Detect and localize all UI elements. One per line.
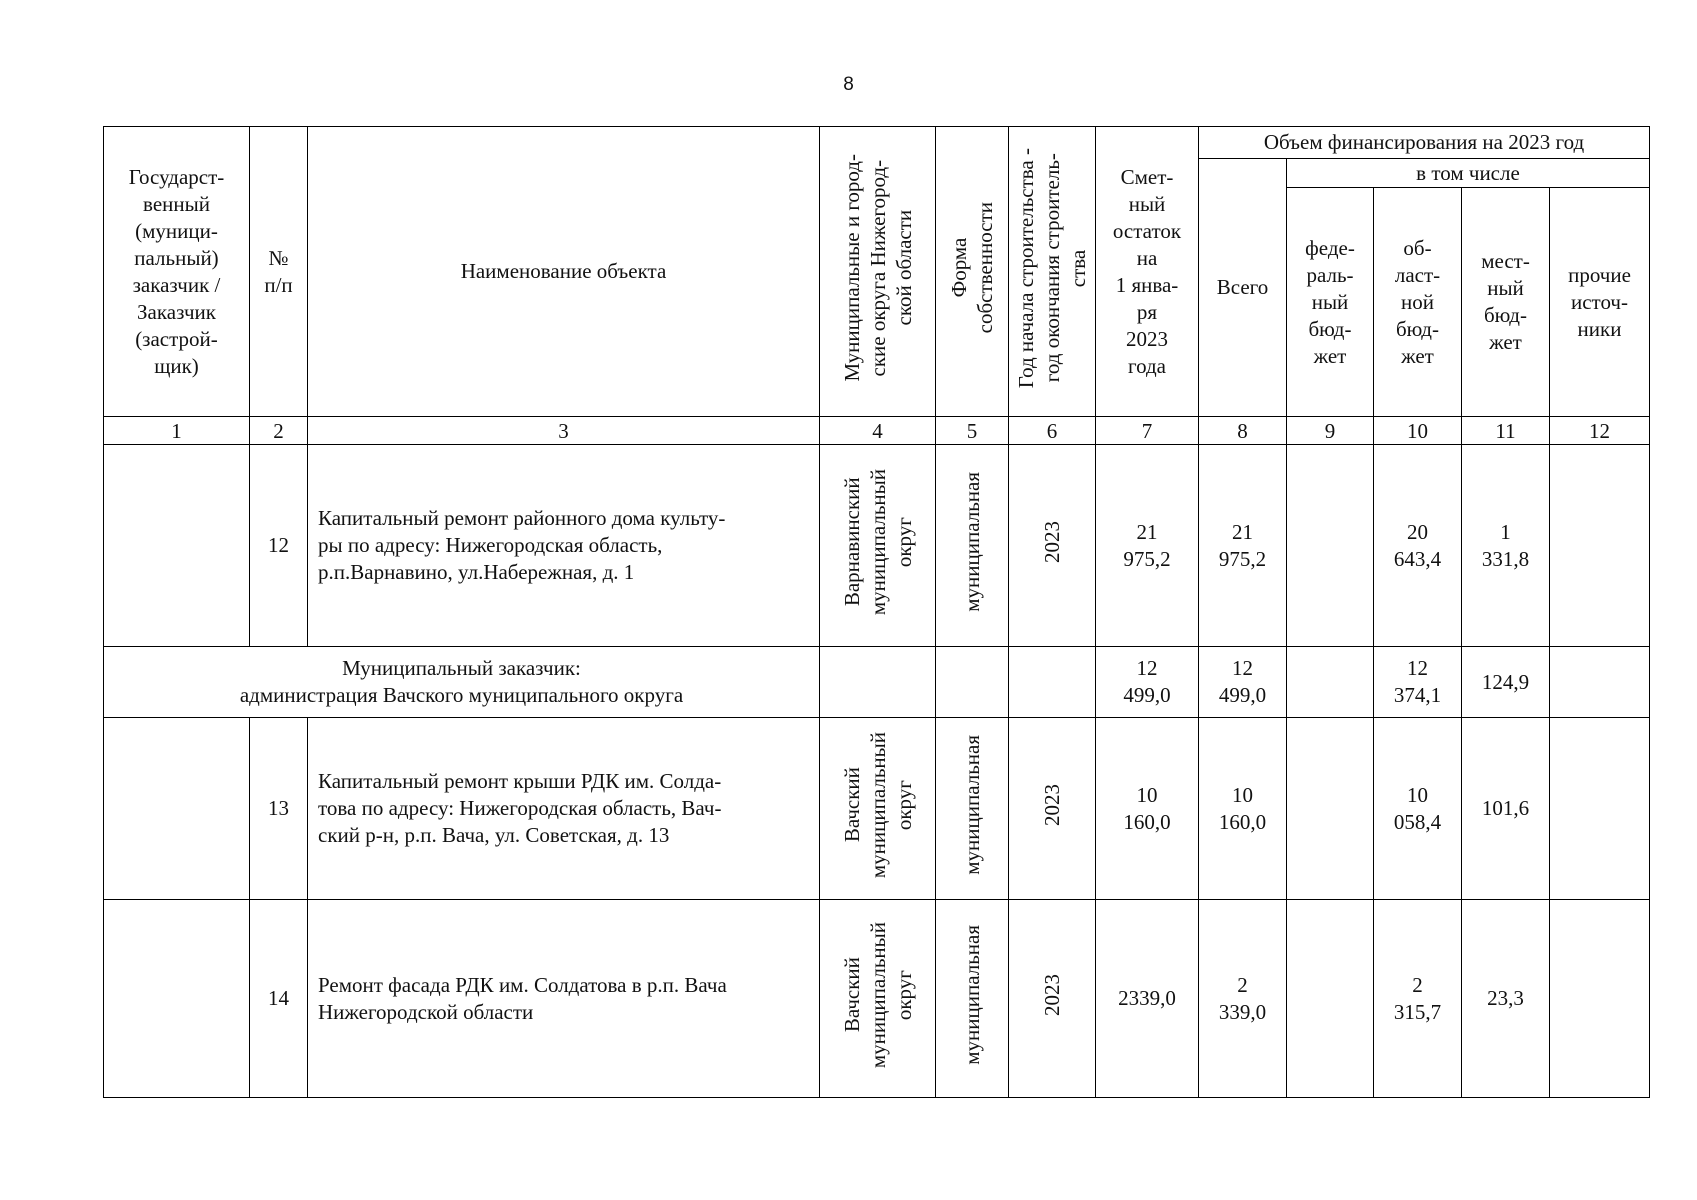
regional-cell: 2 315,7 <box>1374 900 1462 1098</box>
header-local: мест- ный бюд- жет <box>1462 188 1550 417</box>
remaining-cell: 10 160,0 <box>1096 718 1199 900</box>
other-cell <box>1550 900 1650 1098</box>
page-number: 8 <box>843 74 854 95</box>
district-cell <box>820 647 936 718</box>
federal-cell <box>1287 647 1374 718</box>
object-name: Капитальный ремонт крыши РДК им. Солда- това по адресу: Нижегородская область, Вач- ский р-н, р.п. Вача, ул. Советская, д. 13 <box>308 718 820 900</box>
other-cell <box>1550 718 1650 900</box>
row-number: 14 <box>250 900 308 1098</box>
ownership-cell: муниципальная <box>936 900 1009 1098</box>
ownership-cell: муниципальная <box>936 718 1009 900</box>
customer-cell <box>104 445 250 647</box>
local-cell: 101,6 <box>1462 718 1550 900</box>
column-number: 5 <box>936 417 1009 445</box>
column-number: 8 <box>1199 417 1287 445</box>
local-cell: 23,3 <box>1462 900 1550 1098</box>
year-cell: 2023 <box>1009 445 1096 647</box>
header-other: прочие источ- ники <box>1550 188 1650 417</box>
regional-cell: 10 058,4 <box>1374 718 1462 900</box>
total-cell: 21 975,2 <box>1199 445 1287 647</box>
column-number: 7 <box>1096 417 1199 445</box>
header-remaining: Смет- ный остаток на 1 янва- ря 2023 года <box>1096 127 1199 417</box>
header-years: Год начала строительства - год окончания строитель- ства <box>1009 127 1096 417</box>
federal-cell <box>1287 445 1374 647</box>
district-cell: Варнавинский муниципальный округ <box>820 445 936 647</box>
remaining-cell: 21 975,2 <box>1096 445 1199 647</box>
row-number: 13 <box>250 718 308 900</box>
local-cell: 1 331,8 <box>1462 445 1550 647</box>
header-object-name: Наименование объекта <box>308 127 820 417</box>
header-regional: об- ласт- ной бюд- жет <box>1374 188 1462 417</box>
financing-table <box>103 126 1650 1098</box>
total-cell: 10 160,0 <box>1199 718 1287 900</box>
column-number: 6 <box>1009 417 1096 445</box>
header-districts: Муниципальные и город- ские округа Нижегород- ской области <box>820 127 936 417</box>
total-cell: 2 339,0 <box>1199 900 1287 1098</box>
ownership-cell <box>936 647 1009 718</box>
row-number: 12 <box>250 445 308 647</box>
year-cell <box>1009 647 1096 718</box>
remaining-cell: 12 499,0 <box>1096 647 1199 718</box>
header-ownership: Форма собственности <box>936 127 1009 417</box>
local-cell: 124,9 <box>1462 647 1550 718</box>
column-number: 12 <box>1550 417 1650 445</box>
total-cell: 12 499,0 <box>1199 647 1287 718</box>
object-name: Капитальный ремонт районного дома культу- ры по адресу: Нижегородская область, р.п.Варнавино, ул.Набережная, д. 1 <box>308 445 820 647</box>
object-name: Ремонт фасада РДК им. Солдатова в р.п. Вача Нижегородской области <box>308 900 820 1098</box>
other-cell <box>1550 647 1650 718</box>
header-total: Всего <box>1199 159 1287 417</box>
federal-cell <box>1287 718 1374 900</box>
header-funding: Объем финансирования на 2023 год <box>1199 127 1650 159</box>
column-number: 4 <box>820 417 936 445</box>
column-number: 11 <box>1462 417 1550 445</box>
header-number: № п/п <box>250 127 308 417</box>
federal-cell <box>1287 900 1374 1098</box>
column-number: 9 <box>1287 417 1374 445</box>
customer-title: Муниципальный заказчик: администрация Вачского муниципального округа <box>104 647 820 718</box>
remaining-cell: 2339,0 <box>1096 900 1199 1098</box>
header-row-1 <box>104 127 1650 159</box>
table-row <box>104 445 1650 647</box>
other-cell <box>1550 445 1650 647</box>
column-number: 10 <box>1374 417 1462 445</box>
ownership-cell: муниципальная <box>936 445 1009 647</box>
column-number-row <box>104 417 1650 445</box>
year-cell: 2023 <box>1009 718 1096 900</box>
customer-row <box>104 647 1650 718</box>
customer-cell <box>104 718 250 900</box>
regional-cell: 12 374,1 <box>1374 647 1462 718</box>
customer-cell <box>104 900 250 1098</box>
district-cell: Вачский муниципальный округ <box>820 900 936 1098</box>
header-federal: феде- раль- ный бюд- жет <box>1287 188 1374 417</box>
district-cell: Вачский муниципальный округ <box>820 718 936 900</box>
year-cell: 2023 <box>1009 900 1096 1098</box>
column-number: 3 <box>308 417 820 445</box>
column-number: 1 <box>104 417 250 445</box>
column-number: 2 <box>250 417 308 445</box>
regional-cell: 20 643,4 <box>1374 445 1462 647</box>
table-row <box>104 900 1650 1098</box>
header-including: в том числе <box>1287 159 1650 188</box>
header-customer: Государст- венный (муници- пальный) заказчик / Заказчик (застрой- щик) <box>104 127 250 417</box>
table-row <box>104 718 1650 900</box>
